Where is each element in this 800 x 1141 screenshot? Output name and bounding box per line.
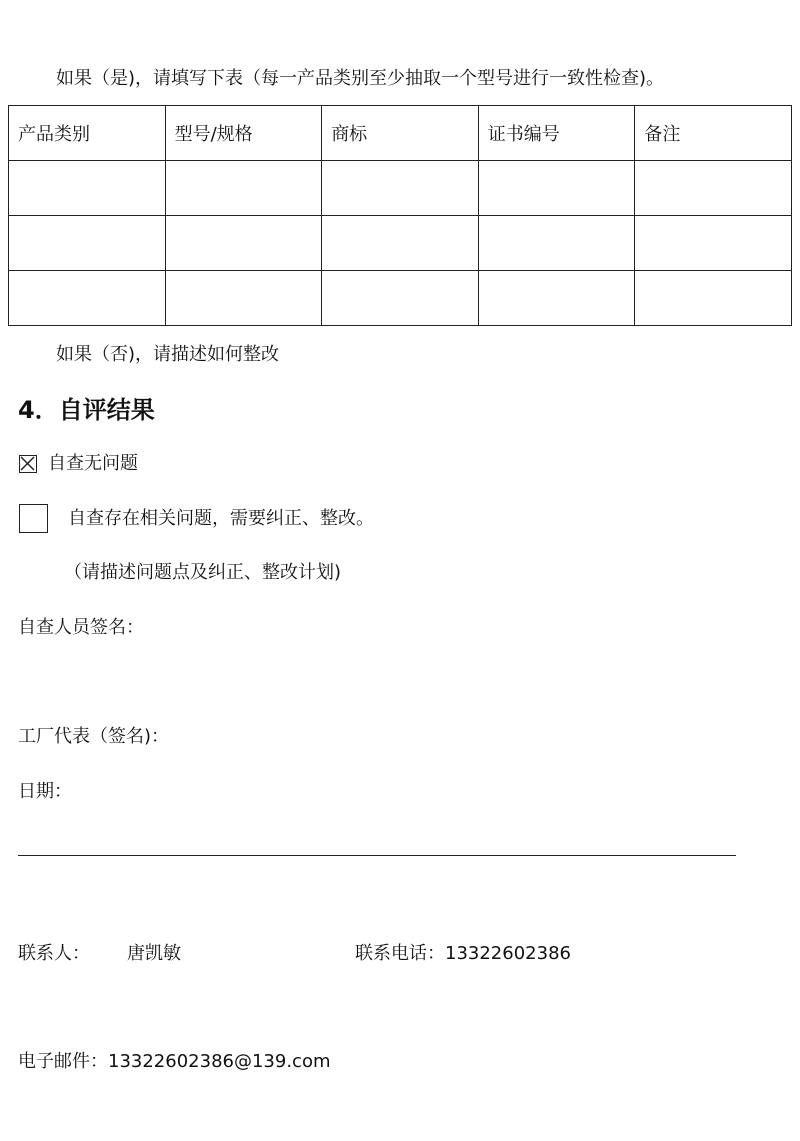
header-product-category: 产品类别 xyxy=(9,106,166,161)
table-cell[interactable] xyxy=(635,216,792,271)
table-cell[interactable] xyxy=(635,161,792,216)
table-cell[interactable] xyxy=(9,161,166,216)
email-label: 电子邮件： xyxy=(18,1051,108,1072)
date-label: 日期： xyxy=(18,781,72,802)
table-cell[interactable] xyxy=(635,271,792,326)
header-trademark: 商标 xyxy=(322,106,479,161)
header-certificate-number: 证书编号 xyxy=(478,106,635,161)
contact-person-name: 唐凯敏 xyxy=(127,943,181,964)
table-row xyxy=(9,271,792,326)
table-cell[interactable] xyxy=(165,271,322,326)
table-cell[interactable] xyxy=(478,271,635,326)
no-problem-label: 自查无问题 xyxy=(48,453,138,474)
problem-description-hint: （请描述问题点及纠正、整改计划) xyxy=(64,562,342,583)
no-problem-checkbox[interactable] xyxy=(19,455,37,473)
header-remarks: 备注 xyxy=(635,106,792,161)
table-row xyxy=(9,161,792,216)
inspector-signature-label: 自查人员签名： xyxy=(18,617,144,638)
table-cell[interactable] xyxy=(478,161,635,216)
section-heading: 4．自评结果 xyxy=(18,396,155,424)
table-cell[interactable] xyxy=(165,161,322,216)
factory-rep-signature-label: 工厂代表（签名)： xyxy=(18,726,170,747)
table-cell[interactable] xyxy=(165,216,322,271)
table-cell[interactable] xyxy=(9,271,166,326)
table-cell[interactable] xyxy=(478,216,635,271)
header-model-spec: 型号/规格 xyxy=(165,106,322,161)
contact-phone-value: 13322602386 xyxy=(445,943,571,964)
table-cell[interactable] xyxy=(9,216,166,271)
product-consistency-table xyxy=(8,105,792,326)
contact-phone-label: 联系电话： xyxy=(355,943,445,964)
divider-line xyxy=(18,855,736,856)
checked-x-icon xyxy=(20,456,35,471)
table-instruction: 如果（是)，请填写下表（每一产品类别至少抽取一个型号进行一致性检查)。 xyxy=(56,68,665,89)
table-cell[interactable] xyxy=(322,216,479,271)
table-cell[interactable] xyxy=(322,161,479,216)
has-problem-label: 自查存在相关问题，需要纠正、整改。 xyxy=(68,508,374,529)
has-problem-checkbox[interactable] xyxy=(19,504,48,533)
table-header-row xyxy=(9,106,792,161)
contact-person-label: 联系人： xyxy=(18,943,90,964)
email-value: 13322602386@139.com xyxy=(108,1051,331,1072)
table-row xyxy=(9,216,792,271)
table-cell[interactable] xyxy=(322,271,479,326)
rectification-instruction: 如果（否)，请描述如何整改 xyxy=(56,344,280,365)
